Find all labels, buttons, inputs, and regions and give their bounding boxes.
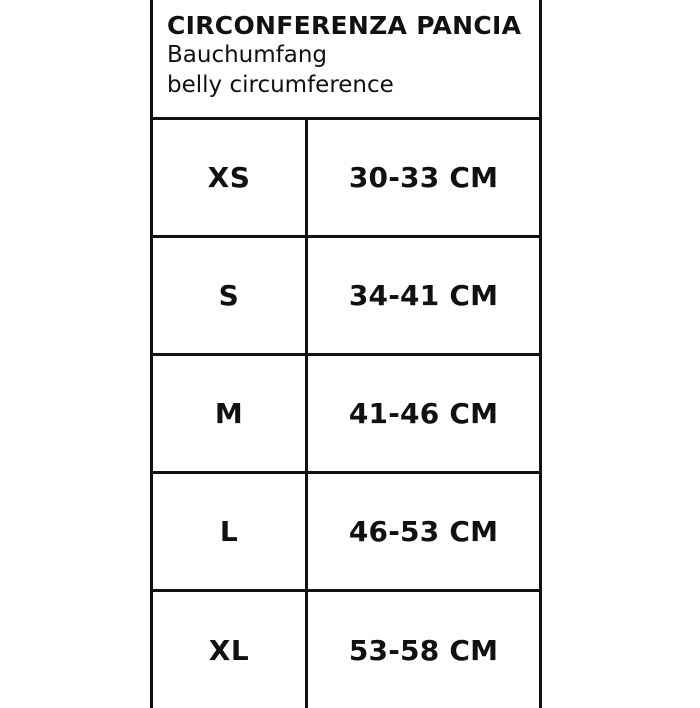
size-label: M bbox=[153, 356, 308, 471]
header-title-english: belly circumference bbox=[167, 71, 394, 98]
header-title-italian: CIRCONFERENZA PANCIA bbox=[167, 11, 522, 40]
table-row bbox=[153, 120, 539, 238]
table-row bbox=[153, 238, 539, 356]
table-row bbox=[153, 474, 539, 592]
header-title-german: Bauchumfang bbox=[167, 42, 328, 68]
table-header bbox=[153, 0, 539, 120]
size-label: XL bbox=[153, 592, 308, 708]
size-label: S bbox=[153, 238, 308, 353]
measurement-value: 53-58 CM bbox=[348, 633, 499, 667]
measurement-value: 34-41 CM bbox=[348, 279, 499, 312]
size-chart-table bbox=[150, 0, 542, 708]
size-label: L bbox=[153, 474, 308, 589]
measurement-value: 46-53 CM bbox=[348, 515, 499, 548]
table-row bbox=[153, 356, 539, 474]
size-label: XS bbox=[153, 120, 308, 235]
table-row bbox=[153, 592, 539, 708]
measurement-value: 41-46 CM bbox=[348, 397, 499, 430]
measurement-value: 30-33 CM bbox=[348, 161, 499, 194]
